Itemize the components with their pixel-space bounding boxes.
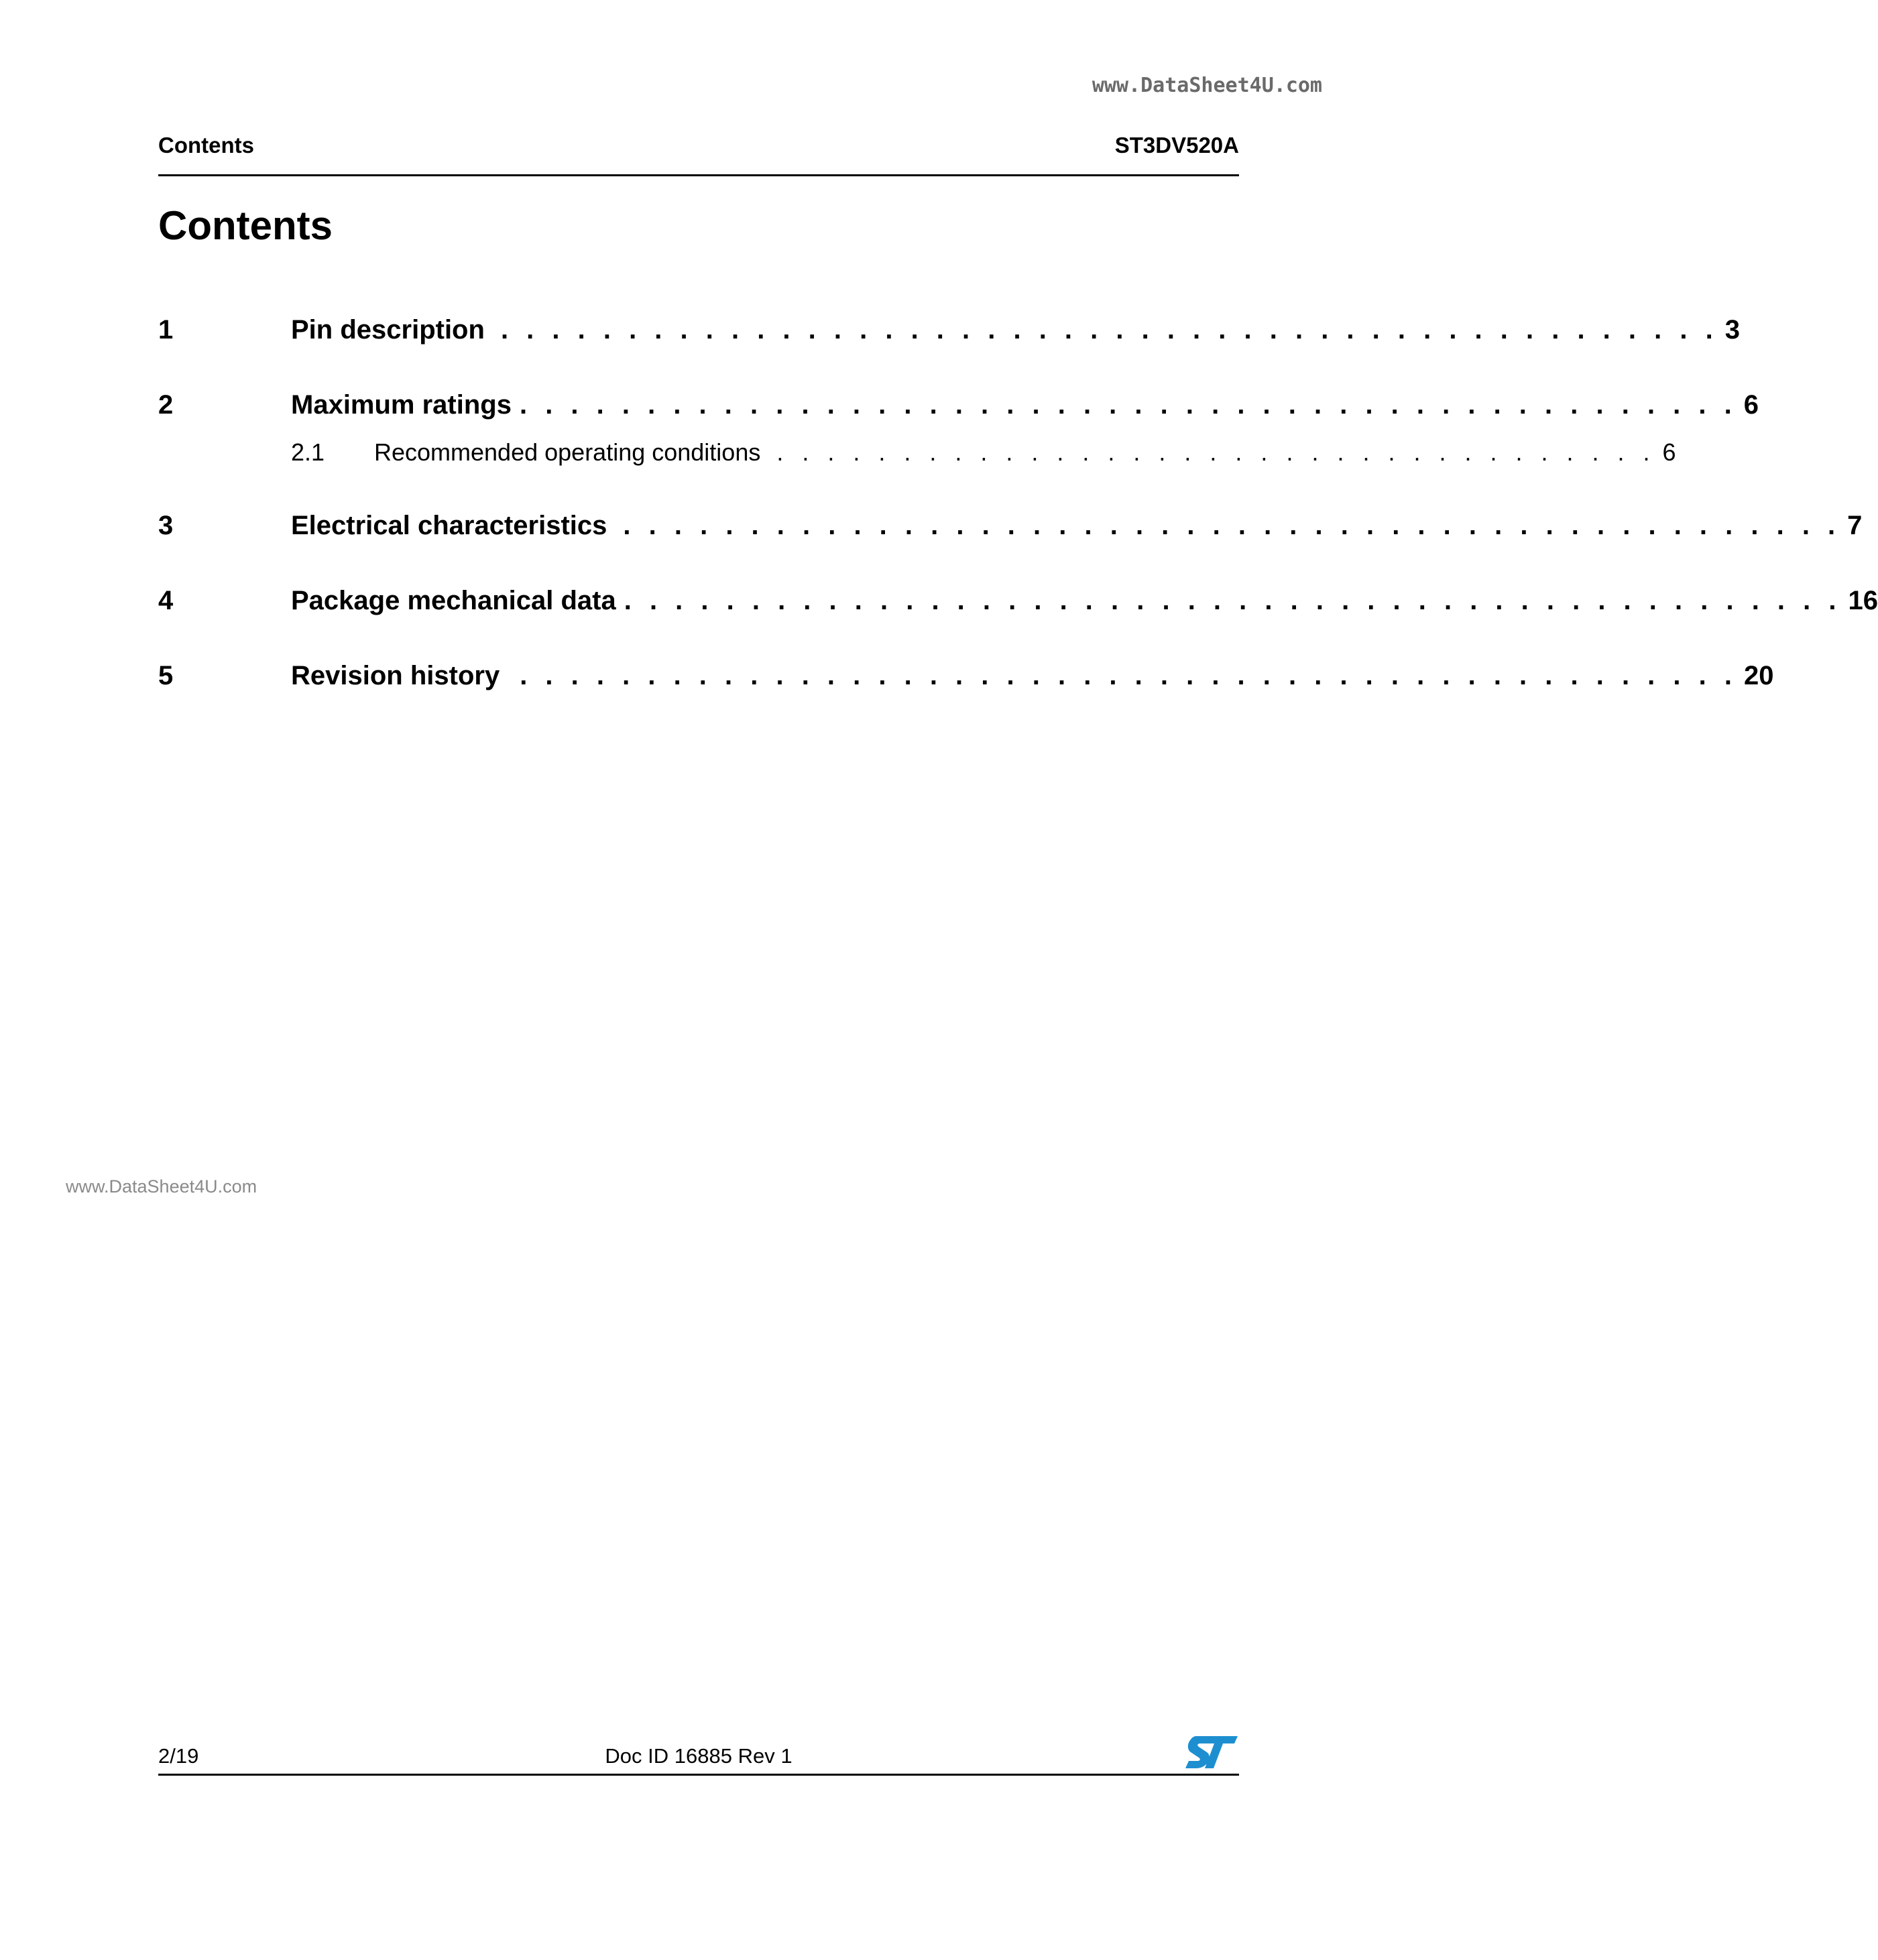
toc-page-number[interactable]: 20 [1743, 661, 1774, 690]
toc-entry-pin-description[interactable] [158, 315, 1740, 345]
toc-title[interactable]: Package mechanical data [291, 586, 616, 615]
toc-entry-recommended-operating-conditions[interactable] [158, 438, 1676, 467]
header-product: ST3DV520A [1114, 133, 1239, 158]
toc-page-number[interactable]: 16 [1848, 586, 1878, 615]
toc-title[interactable]: Maximum ratings [291, 390, 512, 420]
watermark-middle: www.DataSheet4U.com [66, 1176, 257, 1197]
toc-leader: . . . . . . . . . . . . . . . . . . . . . . . . . . . . . . . . . . . . . . . . . . . . . . . . [624, 586, 1842, 615]
toc-leader: . . . . . . . . . . . . . . . . . . . . . . . . . . . . . . . . . . . . . . . . . . . . . . . . [520, 661, 1737, 690]
footer-page-number: 2/19 [158, 1744, 199, 1768]
toc-number: 4 [158, 586, 174, 615]
toc-entry-maximum-ratings[interactable] [158, 390, 1759, 420]
toc-title[interactable]: Electrical characteristics [291, 511, 607, 540]
page-footer [158, 1736, 1239, 1776]
toc-title[interactable]: Revision history [291, 661, 500, 690]
toc-number: 2.1 [291, 438, 325, 466]
toc-page-number[interactable]: 7 [1847, 511, 1863, 540]
toc-page-number[interactable]: 6 [1662, 438, 1676, 466]
toc-number: 3 [158, 511, 174, 540]
page-title: Contents [158, 203, 333, 248]
header-section: Contents [158, 133, 254, 158]
toc-number: 2 [158, 390, 174, 420]
toc-entry-electrical-characteristics[interactable] [158, 511, 1863, 541]
watermark-top: www.DataSheet4U.com [1092, 74, 1322, 97]
toc-title[interactable]: Recommended operating conditions [374, 438, 761, 466]
toc-leader: . . . . . . . . . . . . . . . . . . . . . . . . . . . . . . . . . . . [776, 438, 1656, 466]
toc-leader: . . . . . . . . . . . . . . . . . . . . . . . . . . . . . . . . . . . . . . . . . . . . . . . . [500, 315, 1718, 345]
toc-page-number[interactable]: 3 [1724, 315, 1740, 345]
toc-entry-revision-history[interactable] [158, 661, 1774, 691]
toc-number: 1 [158, 315, 174, 345]
page-header [158, 133, 1239, 176]
toc-entry-package-mechanical-data[interactable] [158, 586, 1878, 616]
toc-leader: . . . . . . . . . . . . . . . . . . . . . . . . . . . . . . . . . . . . . . . . . . . . . . . . [623, 511, 1841, 540]
toc-page-number[interactable]: 6 [1743, 390, 1759, 420]
st-logo-icon [1184, 1735, 1239, 1770]
toc-title[interactable]: Pin description [291, 315, 485, 345]
toc-leader: . . . . . . . . . . . . . . . . . . . . . . . . . . . . . . . . . . . . . . . . . . . . . . . . [519, 390, 1737, 420]
toc-number: 5 [158, 661, 174, 690]
footer-doc-id: Doc ID 16885 Rev 1 [605, 1744, 793, 1768]
